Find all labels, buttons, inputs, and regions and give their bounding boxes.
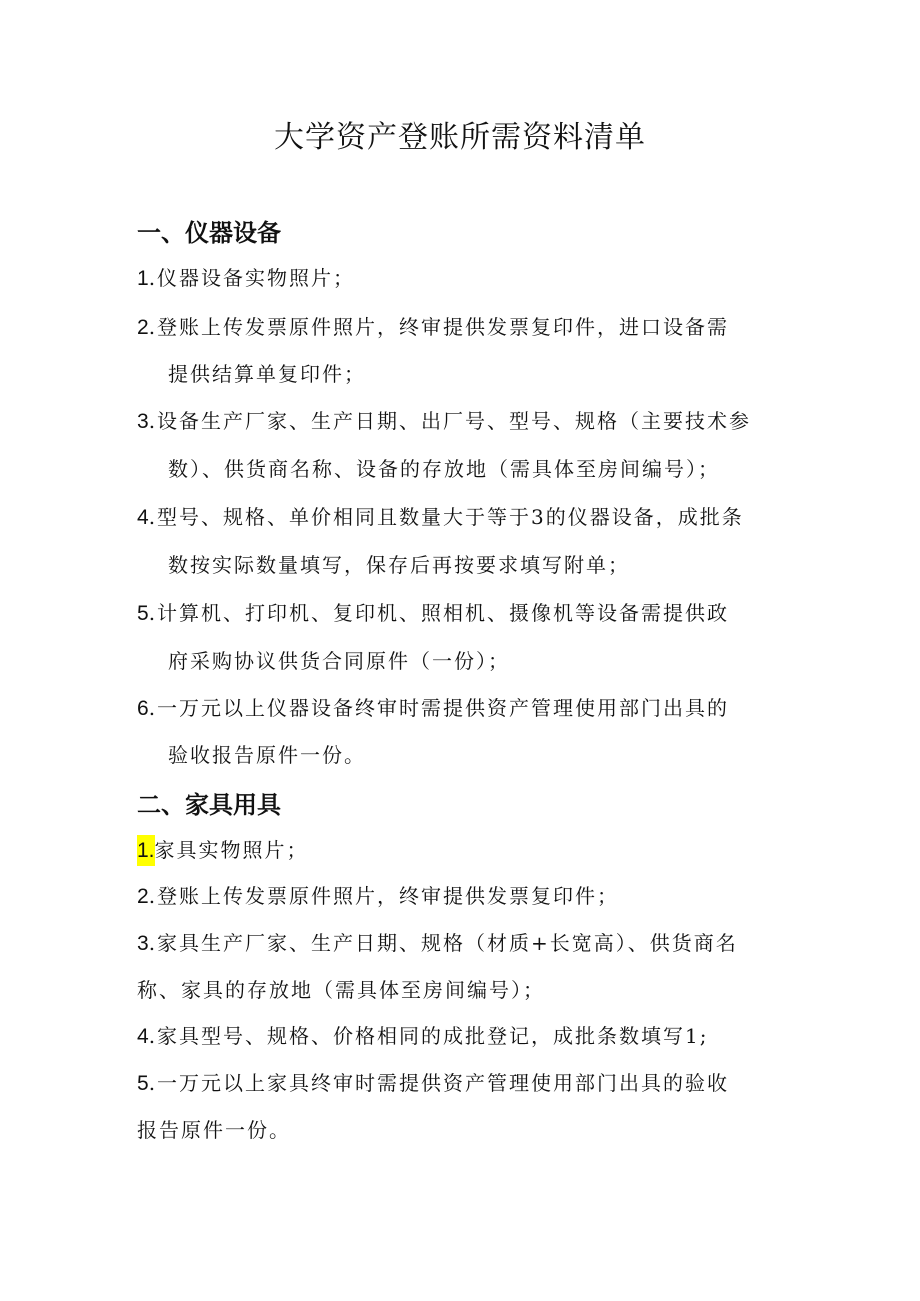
list-item: [137, 597, 729, 626]
item-number: 6: [137, 697, 149, 720]
item-text: .仪器设备实物照片；: [148, 266, 356, 290]
item-number-highlighted: 1.: [137, 835, 155, 866]
item-text: .一万元以上仪器设备终审时需提供资产管理使用部门出具的: [148, 696, 730, 720]
item-text-continuation: 称、家具的存放地（需具体至房间编号）；: [137, 978, 545, 1002]
item-text: 家具实物照片；: [154, 838, 309, 862]
list-item: [137, 501, 744, 530]
item-number: 2: [137, 316, 149, 339]
list-item: [137, 927, 738, 956]
list-item: [137, 880, 619, 909]
item-number: 5: [137, 602, 149, 625]
item-number: 1: [137, 267, 149, 290]
item-text: .家具型号、规格、价格相同的成批登记，成批条数填写1;: [148, 1024, 709, 1048]
list-item: [137, 405, 751, 434]
item-text-continuation: 验收报告原件一份。: [168, 743, 366, 767]
section-heading-furniture: 二、家具用具: [137, 791, 281, 819]
item-number: 2: [137, 885, 149, 908]
item-number: 4: [137, 506, 149, 529]
item-text-continuation: 提供结算单复印件；: [168, 362, 366, 386]
item-text-continuation: 府采购协议供货合同原件（一份）；: [168, 649, 510, 673]
item-text: .登账上传发票原件照片，终审提供发票复印件；: [148, 884, 620, 908]
list-item: [137, 1020, 709, 1049]
list-item: [137, 834, 309, 863]
item-text: .一万元以上家具终审时需提供资产管理使用部门出具的验收: [148, 1071, 730, 1095]
list-item: [137, 692, 729, 721]
page-title: 大学资产登账所需资料清单: [274, 120, 646, 155]
item-number: 3: [137, 932, 149, 955]
item-text: .家具生产厂家、生产日期、规格（材质+长宽高）、供货商名: [148, 931, 738, 955]
item-number: 3: [137, 410, 149, 433]
item-text: .计算机、打印机、复印机、照相机、摄像机等设备需提供政: [148, 601, 730, 625]
section-heading-equipment: 一、仪器设备: [137, 219, 281, 247]
item-text: .型号、规格、单价相同且数量大于等于3的仪器设备，成批条: [148, 505, 744, 529]
list-item: [137, 311, 729, 340]
item-text: .设备生产厂家、生产日期、出厂号、型号、规格（主要技术参: [148, 409, 752, 433]
item-text-continuation: 报告原件一份。: [137, 1118, 291, 1142]
item-number: 4: [137, 1025, 149, 1048]
item-text: .登账上传发票原件照片，终审提供发票复印件，进口设备需: [148, 315, 730, 339]
list-item: [137, 262, 355, 291]
item-number: 5: [137, 1072, 149, 1095]
item-text-continuation: 数按实际数量填写，保存后再按要求填写附单；: [168, 553, 630, 577]
item-text-continuation: 数）、供货商名称、设备的存放地（需具体至房间编号）；: [168, 457, 720, 481]
list-item: [137, 1067, 729, 1096]
